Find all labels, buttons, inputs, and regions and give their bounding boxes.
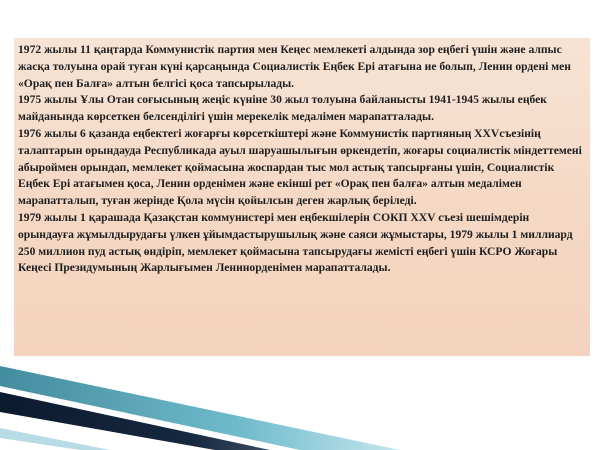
paragraph-1976: 1976 жылы 6 қазанда еңбектегі жоғарғы көрсеткіштері және Коммунистік партияның XXVсъезінің талаптарын орындауда Республикада ауыл шаруашылығын өркендетіп, жоғары социалистік міндеттемені абыроймен орындап, мемлекет қоймасына жоспардан тыс мол астық тапсырғаны үшін, Социалистік Еңбек Ері атағымен қоса, Ленин орденімен және екінші рет «Орақ пен балға» алтын медалімен марапатталып, туған жерінде Қола мүсін қойылсын деген жарлық беріледі.: [18, 126, 582, 208]
teal-swoosh: [0, 366, 400, 450]
paragraph-1975: 1975 жылы Ұлы Отан соғысының жеңіс күніне 30 жыл толуына байланысты 1941-1945 жылы еңбек майданында көрсеткен белсенділігі үшін мерекелік медалімен марапатталады.: [18, 93, 547, 124]
dark-swoosh: [0, 392, 270, 450]
light-swoosh: [0, 428, 110, 450]
paragraph-1972: 1972 жылы 11 қаңтарда Коммунистік партия мен Кеңес мемлекеті алдында зор еңбегі үшін және алпыс жасқа толуына орай туған күні қарсаңында Социалистік Еңбек Ері атағына ие болып, Ленин ордені мен «Орақ пен Балға» алтын белгісі қоса тапсырылады.: [18, 43, 571, 90]
paragraph-1979: 1979 жылы 1 қарашада Қазақстан коммунистері мен еңбекшілерін СОКП XXV съезі шешімдерін орындауға жұмылдырудағы үлкен ұйымдастырушылық және саяси жұмыстары, 1979 жылы 1 миллиард 250 миллион пуд астық өндіріп, мемлекет қоймасына тапсырудағы жемісті еңбегі үшін КСРО Жоғары Кеңесі Президумының Жарлығымен Ленинорденімен марапатталады.: [18, 210, 573, 275]
text-panel: [14, 38, 590, 356]
